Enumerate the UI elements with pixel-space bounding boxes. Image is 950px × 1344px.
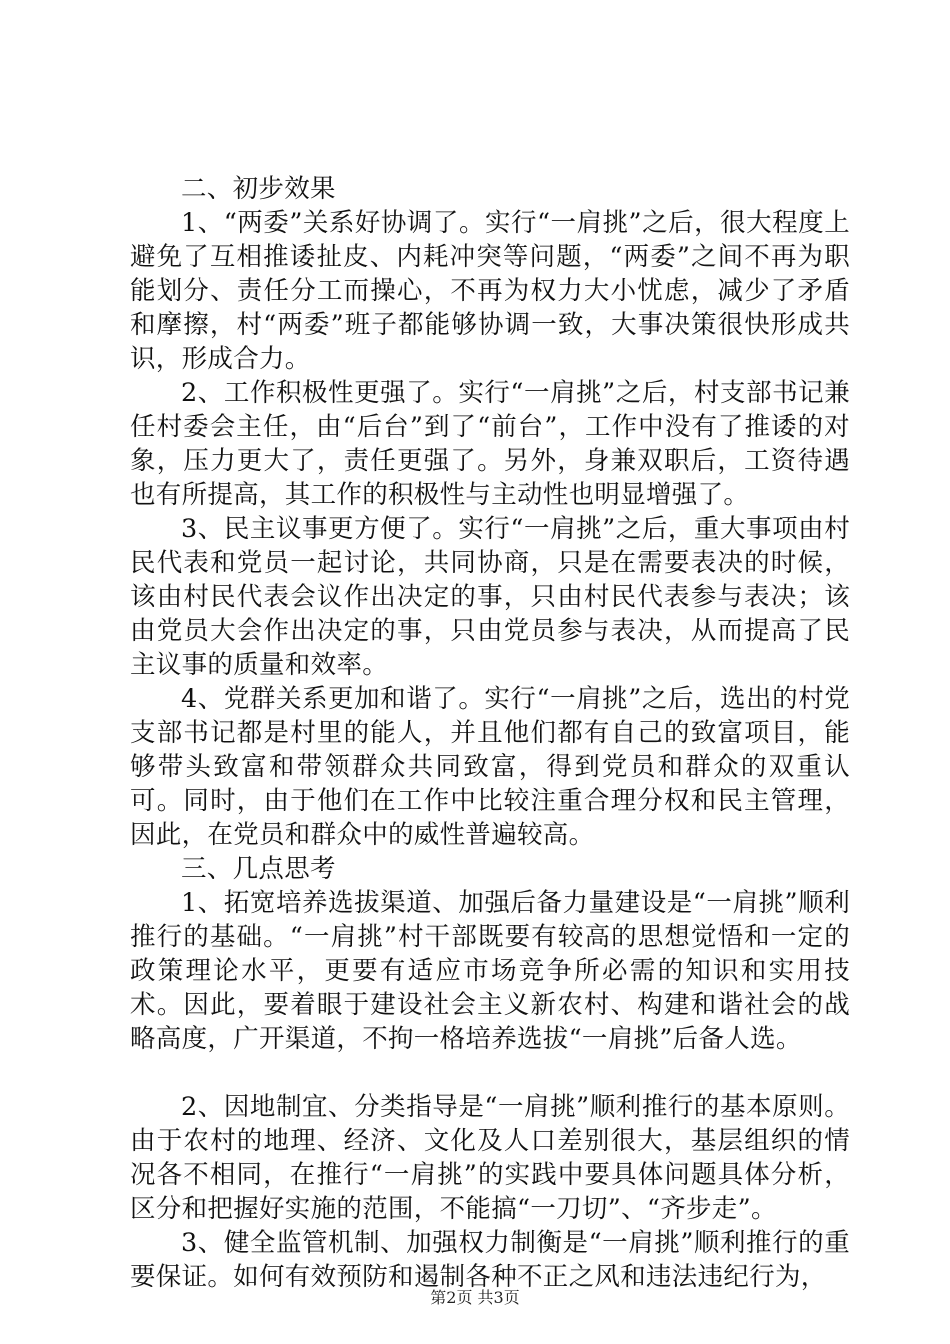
section-heading-reflections: 三、几点思考 bbox=[181, 854, 336, 884]
document-body bbox=[130, 172, 850, 1294]
page-number-footer: 第2页 共3页 bbox=[430, 1288, 520, 1307]
paragraph-democratic-discussion: 3、民主议事更方便了。实行“一肩挑”之后，重大事项由村民代表和党员一起讨论，共同协商，只是在需要表决的时候，该由村民代表会议作出决定的事，只由村民代表参与表决；该由党员大会作出决定的事，只由党员参与表决，从而提高了民主议事的质量和效率。 bbox=[130, 514, 850, 680]
paragraph-party-mass-relations: 4、党群关系更加和谐了。实行“一肩挑”之后，选出的村党支部书记都是村里的能人，并且他们都有自己的致富项目，能够带头致富和带领群众共同致富，得到党员和群众的双重认可。同时，由于他们在工作中比较注重合理分权和民主管理，因此，在党员和群众中的威性普遍较高。 bbox=[130, 684, 850, 850]
section-heading-initial-results: 二、初步效果 bbox=[181, 174, 336, 204]
paragraph-work-enthusiasm: 2、工作积极性更强了。实行“一肩挑”之后，村支部书记兼任村委会主任，由“后台”到了“前台”，工作中没有了推诿的对象，压力更大了，责任更强了。另外，身兼双职后，工资待遇也有所提高，其工作的积极性与主动性也明显增强了。 bbox=[130, 378, 850, 510]
paragraph-local-conditions: 2、因地制宜、分类指导是“一肩挑”顺利推行的基本原则。由于农村的地理、经济、文化及人口差别很大，基层组织的情况各不相同，在推行“一肩挑”的实践中要具体问题具体分析，区分和把握好实施的范围，不能搞“一刀切”、“齐步走”。 bbox=[130, 1092, 850, 1224]
paragraph-supervision-mechanism: 3、健全监管机制、加强权力制衡是“一肩挑”顺利推行的重要保证。如何有效预防和遏制各种不正之风和违法违纪行为， bbox=[130, 1228, 850, 1292]
paragraph-selection-channels: 1、拓宽培养选拔渠道、加强后备力量建设是“一肩挑”顺利推行的基础。“一肩挑”村干部既要有较高的思想觉悟和一定的政策理论水平，更要有适应市场竞争所必需的知识和实用技术。因此，要着眼于建设社会主义新农村、构建和谐社会的战略高度，广开渠道，不拘一格培养选拔“一肩挑”后备人选。 bbox=[130, 888, 850, 1054]
paragraph-two-committees: 1、“两委”关系好协调了。实行“一肩挑”之后，很大程度上避免了互相推诿扯皮、内耗冲突等问题，“两委”之间不再为职能划分、责任分工而操心，不再为权力大小忧虑，减少了矛盾和摩擦，村“两委”班子都能够协调一致，大事决策很快形成共识，形成合力。 bbox=[130, 208, 850, 374]
paragraph-spacer bbox=[130, 1056, 850, 1090]
